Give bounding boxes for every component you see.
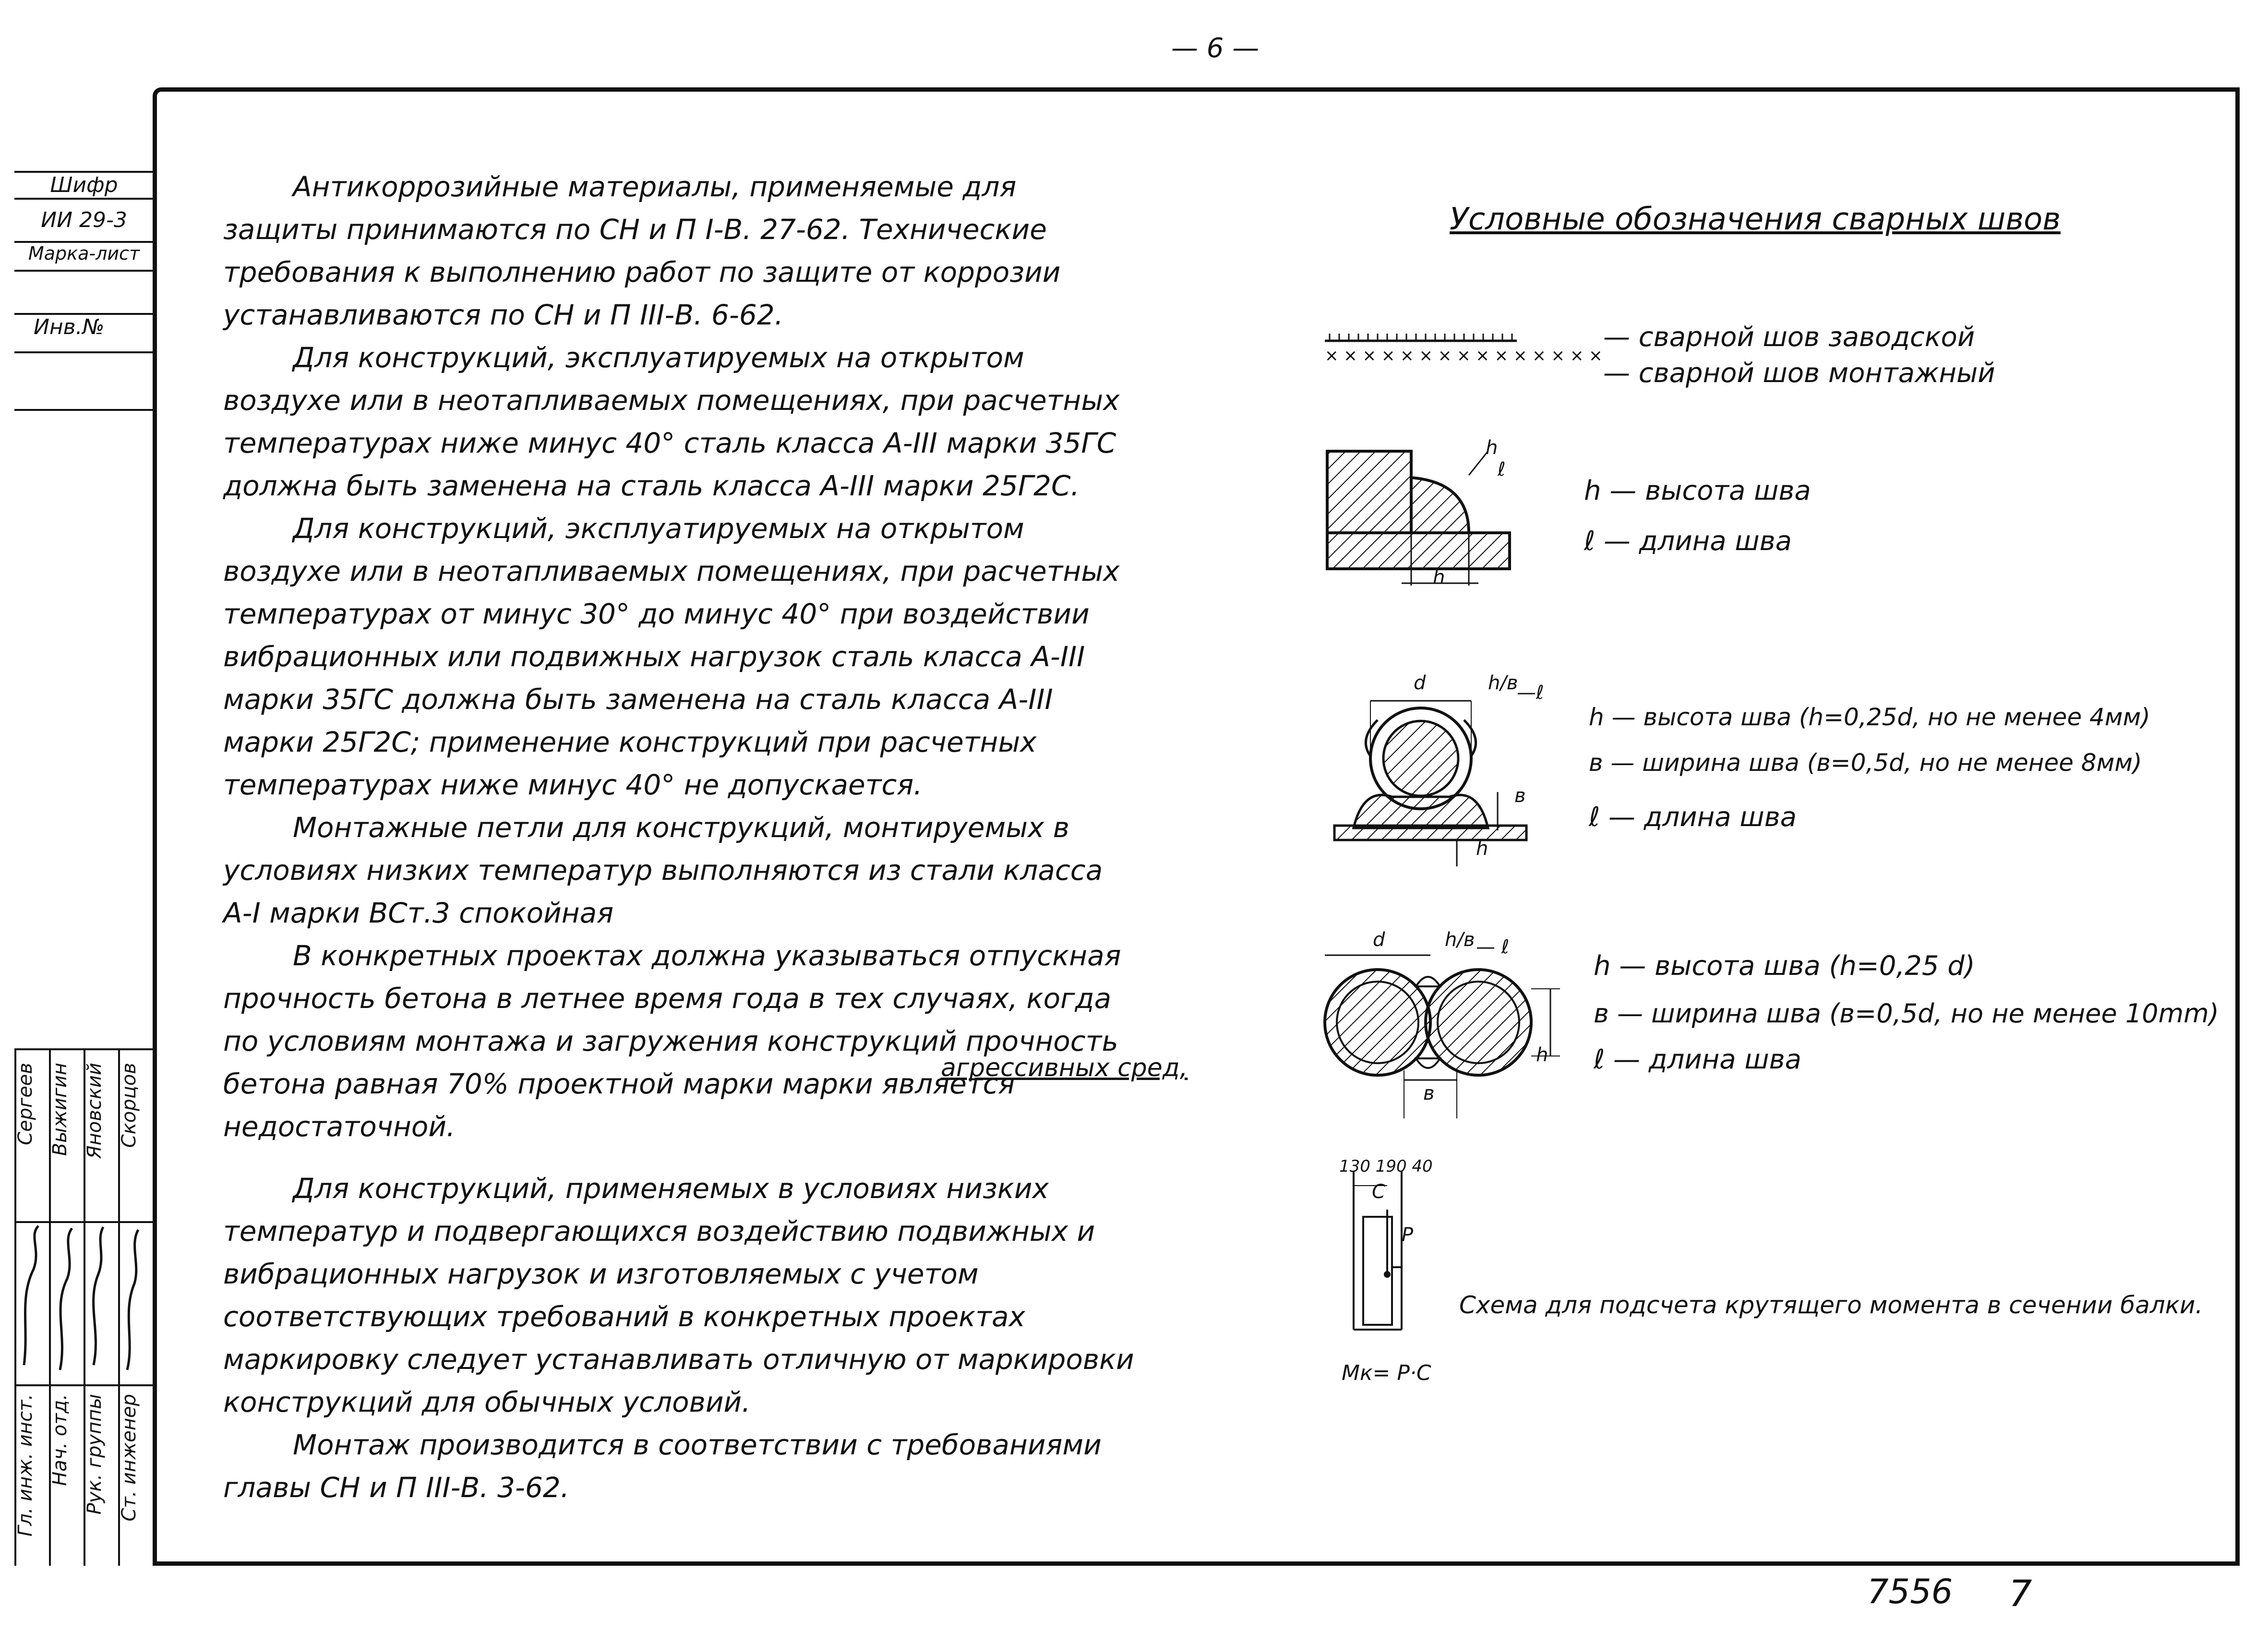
- torque-scheme-diagram: [1339, 1157, 1435, 1339]
- fig1-height-label: h — высота шва: [1584, 475, 1811, 506]
- sig-role-3: Рук. группы: [84, 1394, 106, 1515]
- fig3-tag-d: d: [1373, 929, 1385, 951]
- torque-caption: Схема для подсчета крутящего момента в сечении балки.: [1459, 1291, 2203, 1319]
- fig3-length-label: ℓ — длина шва: [1594, 1044, 1801, 1075]
- rod-plate-weld-diagram: [1325, 672, 1536, 874]
- drawing-code: 7556: [1867, 1572, 1953, 1611]
- fig1-length-label: ℓ — длина шва: [1584, 526, 1792, 557]
- note-paragraph-6: Для конструкций, применяемых в условиях низких температур и подвергающихся воздействию подвижных и вибрационных нагрузок и изготовляемых с учетом соответствующих требований в конкретных проектах маркировку следует устанавливать отличную от маркировки конструкций для обычных условий.: [223, 1172, 1134, 1418]
- svg-text:× × × × × × × × × × × × × × ×: × × × × × × × × × × × × × × ×: [1325, 346, 1603, 365]
- fig1-tag-h: h: [1486, 437, 1498, 459]
- fig2-width-label: в — ширина шва (в=0,5d, но не менее 8мм): [1589, 749, 2142, 777]
- note-paragraph-4: Монтажные петли для конструкций, монтируемых в условиях низких температур выполняются из стали класса А-I марки ВСт.3 спокойная: [223, 811, 1103, 929]
- site-weld-label: — сварной шов монтажный: [1603, 358, 1995, 389]
- fig2-tag-hb: h/в: [1488, 672, 1518, 694]
- two-rods-weld-diagram: [1320, 936, 1570, 1118]
- fig3-tag-l: — ℓ: [1476, 936, 1510, 958]
- fig4-dims: 130 190 40: [1339, 1157, 1433, 1176]
- sig-role-1: Гл. инж. инст.: [14, 1394, 36, 1537]
- cipher-value: ИИ 29-3: [14, 200, 154, 243]
- note-paragraph-5: В конкретных проектах должна указываться отпускная прочность бетона в летнее время года в тех случаях, когда по условиям монтажа и загружения конструкций прочность бетона равная 70% проектной марки марки является недостаточной.: [223, 939, 1121, 1143]
- sig-role-4: Ст. инженер: [118, 1394, 140, 1522]
- fig3-height-label: h — высота шва (h=0,25 d): [1594, 950, 1975, 982]
- mark-sheet-label: Марка-лист: [14, 243, 154, 272]
- notes-text: [223, 166, 1135, 1509]
- weld-symbols-icon: [1325, 331, 1603, 365]
- cipher-label: Шифр: [14, 171, 154, 200]
- sig-name-3: Яновский: [84, 1063, 106, 1159]
- fig2-tag-l: —ℓ: [1517, 682, 1544, 704]
- note-paragraph-3: Для конструкций, эксплуатируемых на открытом воздухе или в неотапливаемых помещениях, при расчетных температурах от минус 30° до минус 40° при воздействии вибрационных или подвижных нагрузок сталь класса А-III марки 35ГС должна быть заменена на сталь класса А-III марки 25Г2С; применение конструкций при расчетных температурах ниже минус 40° не допускается.: [223, 512, 1120, 801]
- note-insertion: агрессивных сред,: [941, 1054, 1188, 1082]
- note-paragraph-7: Монтаж производится в соответствии с требованиями главы СН и П III-В. 3-62.: [223, 1428, 1102, 1504]
- legend-title: Условные обозначения сварных швов: [1450, 202, 2061, 237]
- inv-no-cell: [14, 353, 154, 411]
- fig3-dim-b: в: [1423, 1082, 1435, 1104]
- fig2-length-label: ℓ — длина шва: [1589, 802, 1797, 833]
- fig1-dim-h: h: [1433, 566, 1445, 588]
- sig-name-4: Скорцов: [118, 1063, 140, 1148]
- fig4-tag-p: P: [1402, 1224, 1414, 1246]
- fig3-width-label: в — ширина шва (в=0,5d, но не менее 10mm): [1594, 998, 2219, 1029]
- torque-formula: Mк= P·C: [1342, 1361, 1431, 1385]
- signature-block: [14, 1048, 154, 1566]
- fig1-tag-l: ℓ: [1498, 458, 1506, 480]
- sig-role-2: Нач. отд.: [49, 1394, 71, 1486]
- sig-name-1: Сергеев: [14, 1063, 36, 1145]
- fig3-tag-hb: h/в: [1445, 929, 1475, 951]
- sig-name-2: Выжигин: [49, 1063, 71, 1156]
- fig4-tag-c: C: [1372, 1181, 1385, 1203]
- fig2-height-label: h — высота шва (h=0,25d, но не менее 4мм): [1589, 703, 2150, 731]
- factory-weld-label: — сварной шов заводской: [1603, 322, 1975, 353]
- fig2-dim-b: в: [1514, 785, 1526, 807]
- fig2-dim-h: h: [1476, 838, 1488, 860]
- page-number: — 6 —: [1171, 33, 1260, 64]
- fig2-tag-d: d: [1414, 672, 1426, 694]
- mark-sheet-cell: [14, 272, 154, 315]
- sheet-number: 7: [2009, 1572, 2032, 1615]
- note-paragraph-2: Для конструкций, эксплуатируемых на открытом воздухе или в неотапливаемых помещениях, при расчетных температурах ниже минус 40° сталь класса А-III марки 35ГС должна быть заменена на сталь класса А-III марки 25Г2С.: [223, 341, 1120, 502]
- fillet-weld-diagram: [1325, 442, 1526, 595]
- fig3-dim-h: h: [1536, 1044, 1548, 1066]
- note-paragraph-1: Антикоррозийные материалы, применяемые для защиты принимаются по СН и П I-В. 27-62. Технические требования к выполнению работ по защите от коррозии устанавливаются по СН и П III-В. 6-62.: [223, 170, 1061, 331]
- handwritten-signatures: [14, 1221, 154, 1384]
- inv-no-label: Инв.№: [14, 315, 154, 353]
